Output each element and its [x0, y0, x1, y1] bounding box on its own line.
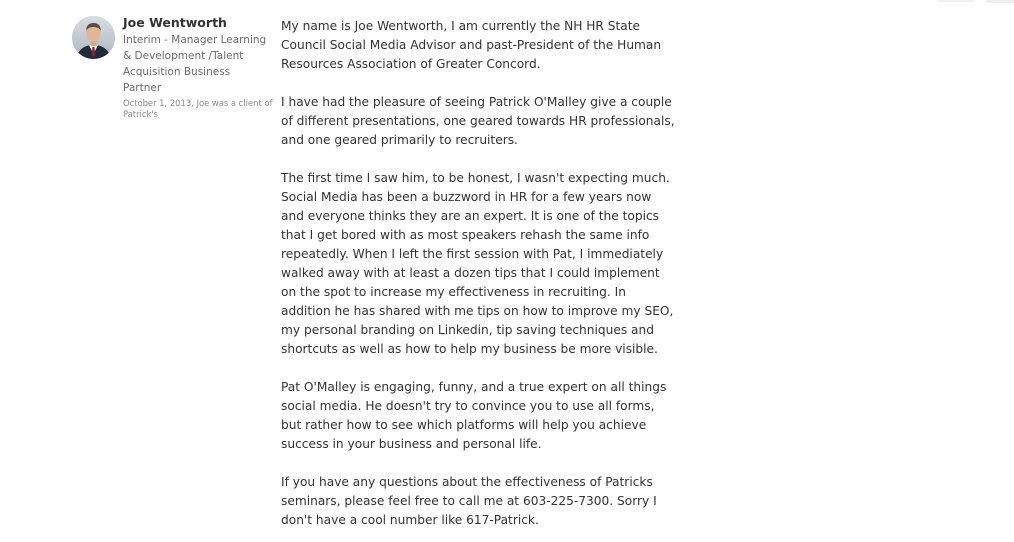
author-headline: Interim - Manager Learning & Development /Talent Acquisition Business Partner — [123, 34, 267, 94]
top-edge-divider — [938, 0, 974, 2]
recommendation-paragraph: My name is Joe Wentworth, I am currently the NH HR State Council Social Media Advisor and past-President of the Human Resources Association of Greater Concord. — [281, 19, 662, 71]
author-info — [123, 15, 273, 120]
recommendation-paragraph: If you have any questions about the effectiveness of Patricks seminars, please feel free to call me at 603-225-7300. Sorry I don't have a cool number like 617-Patrick. — [281, 475, 657, 527]
recommendation-paragraph: The first time I saw him, to be honest, I wasn't expecting much. Social Media has been a buzzword in HR for a few years now and everyone thinks they are an expert. It is one of the topics that I get bored with as most speakers rehash the same info repeatedly. When I left the first session with Pat, I immediately walked away with at least a dozen tips that I could implement on the spot to increase my effectiveness in recruiting. In addition he has shared with me tips on how to improve my SEO, my personal branding on Linkedin, tip saving techniques and shortcuts as well as how to help my business be more visible. — [281, 171, 674, 356]
person-photo-icon — [72, 16, 115, 59]
recommendation-paragraph: I have had the pleasure of seeing Patrick O'Malley give a couple of different presentations, one geared towards HR professionals, and one geared primarily to recruiters. — [281, 95, 675, 147]
recommendation-paragraph: Pat O'Malley is engaging, funny, and a true expert on all things social media. He doesn't try to convince you to use all forms, but rather how to see which platforms will help you achieve success in your business and personal life. — [281, 380, 667, 451]
avatar[interactable] — [72, 16, 115, 59]
top-edge-divider — [986, 0, 1014, 3]
author-name-link[interactable]: Joe Wentworth — [123, 15, 227, 30]
recommendation-text — [281, 17, 676, 530]
recommendation-date: October 1, 2013, Joe was a client of Patrick's — [123, 98, 273, 119]
